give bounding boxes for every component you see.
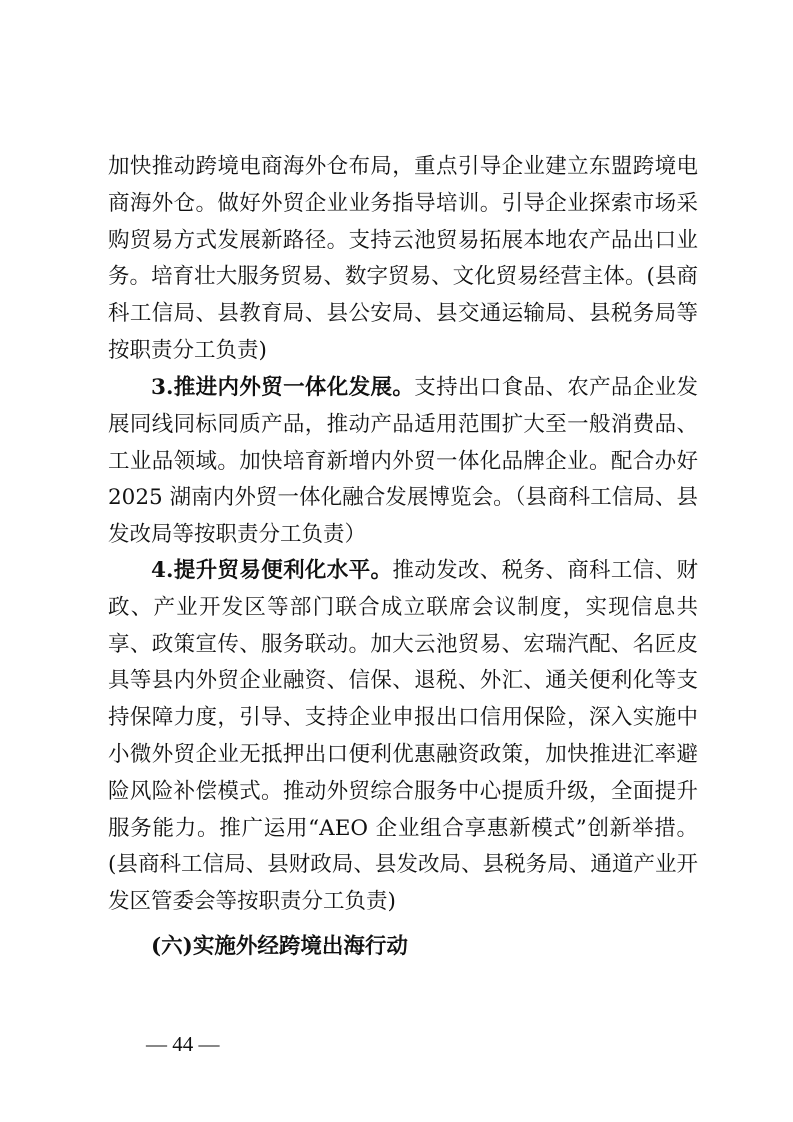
paragraph-text: 加快推动跨境电商海外仓布局，重点引导企业建立东盟跨境电商海外仓。做好外贸企业业务指导培训。引导企业探索市场采购贸易方式发展新路径。支持云池贸易拓展本地农产品出口业务。培育壮大服务贸易、数字贸易、文化贸易经营主体。(县商科工信局、县教育局、县公安局、县交通运输局、县税务局等按职责分工负责) xyxy=(108,154,698,363)
paragraph-text: 推动发改、税务、商科工信、财政、产业开发区等部门联合成立联席会议制度，实现信息共享、政策宣传、服务联动。加大云池贸易、宏瑞汽配、名匠皮具等县内外贸企业融资、信保、退税、外汇、通关便利化等支持保障力度，引导、支持企业申报出口信用保险，深入实施中小微外贸企业无抵押出口便利优惠融资政策，加快推进汇率避险风险补偿模式。推动外贸综合服务中心提质升级，全面提升服务能力。推广运用“AEO 企业组合享惠新模式”创新举措。(县商科工信局、县财政局、县发改局、县税务局、通道产业开发区管委会等按职责分工负责) xyxy=(108,558,698,915)
paragraph-cross-border-warehouse xyxy=(108,149,698,370)
paragraph-domestic-foreign-trade-integration xyxy=(108,370,698,554)
paragraph-lead-title: 4.提升贸易便利化水平。 xyxy=(151,558,393,583)
section-heading: (六)实施外经跨境出海行动 xyxy=(151,934,408,959)
paragraph-text: 支持出口食品、农产品企业发展同线同标同质产品，推动产品适用范围扩大至一般消费品、工业品领域。加快培育新增内外贸一体化品牌企业。配合办好2025 湖南内外贸一体化融合发展博览会。（县商科工信局、县发改局等按职责分工负责） xyxy=(108,375,698,548)
paragraph-trade-facilitation xyxy=(108,553,698,921)
paragraph-lead-title: 3.推进内外贸一体化发展。 xyxy=(151,375,415,400)
page-number: — 44 — xyxy=(146,1032,220,1056)
